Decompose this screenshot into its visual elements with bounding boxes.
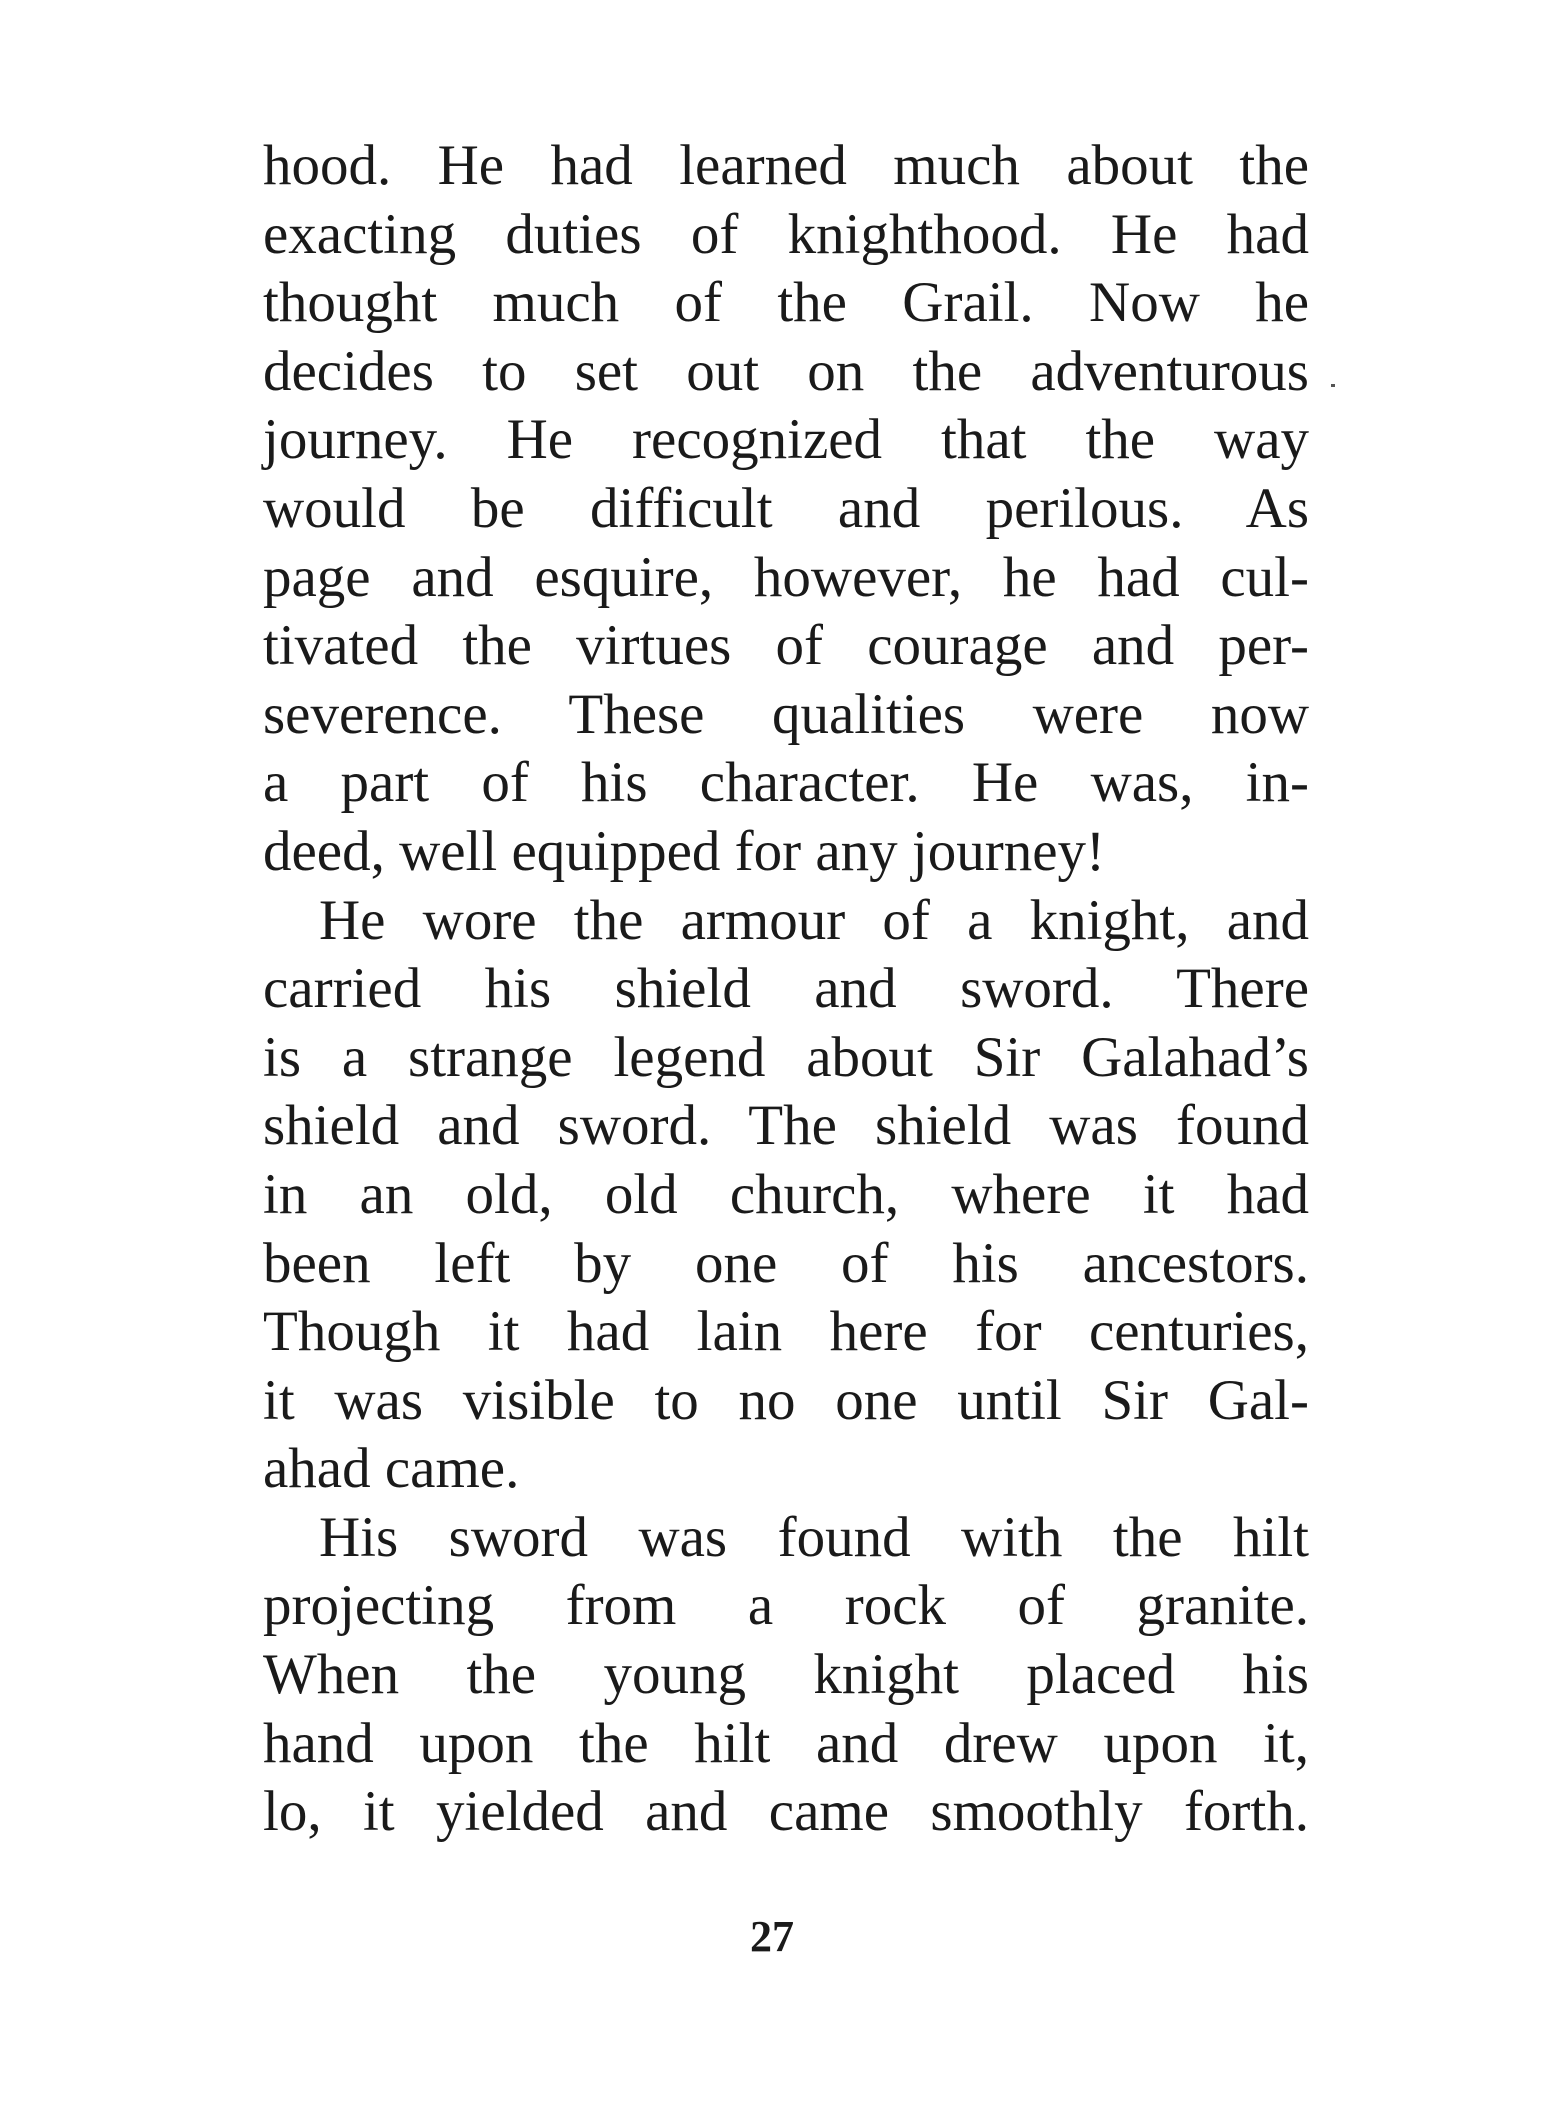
text-line: journey. He recognized that the way xyxy=(263,408,1309,472)
text-line: would be difficult and perilous. As xyxy=(263,476,1309,540)
text-line: decides to set out on the adventurous xyxy=(263,339,1309,403)
page-number: 27 xyxy=(750,1912,794,1961)
text-line: When the young knight placed his xyxy=(263,1643,1309,1707)
paragraph-start-line: He wore the armour of a knight, and xyxy=(319,888,1309,952)
text-line: ahad came. xyxy=(263,1437,520,1501)
text-line: thought much of the Grail. Now he xyxy=(263,271,1309,335)
text-line: a part of his character. He was, in- xyxy=(263,751,1309,815)
text-line: projecting from a rock of granite. xyxy=(263,1574,1309,1638)
text-line: it was visible to no one until Sir Gal- xyxy=(263,1368,1309,1432)
text-line: in an old, old church, where it had xyxy=(263,1162,1309,1226)
text-line: page and esquire, however, he had cul- xyxy=(263,545,1309,609)
margin-mark xyxy=(1331,384,1335,387)
text-line: shield and sword. The shield was found xyxy=(263,1094,1309,1158)
body-text xyxy=(263,132,1309,1847)
text-line: been left by one of his ancestors. xyxy=(263,1231,1309,1295)
text-line: deed, well equipped for any journey! xyxy=(263,819,1106,883)
text-line: tivated the virtues of courage and per- xyxy=(263,614,1309,678)
text-line: is a strange legend about Sir Galahad’s xyxy=(263,1025,1309,1089)
text-line: exacting duties of knighthood. He had xyxy=(263,202,1309,266)
text-line: hood. He had learned much about the xyxy=(263,134,1309,197)
text-line: lo, it yielded and came smoothly forth. xyxy=(263,1780,1309,1844)
paragraph-start-line: His sword was found with the hilt xyxy=(319,1505,1309,1569)
text-line: Though it had lain here for centuries, xyxy=(263,1300,1309,1364)
text-line: carried his shield and sword. There xyxy=(263,957,1309,1021)
text-line: severence. These qualities were now xyxy=(263,682,1309,746)
text-line: hand upon the hilt and drew upon it, xyxy=(263,1711,1309,1775)
